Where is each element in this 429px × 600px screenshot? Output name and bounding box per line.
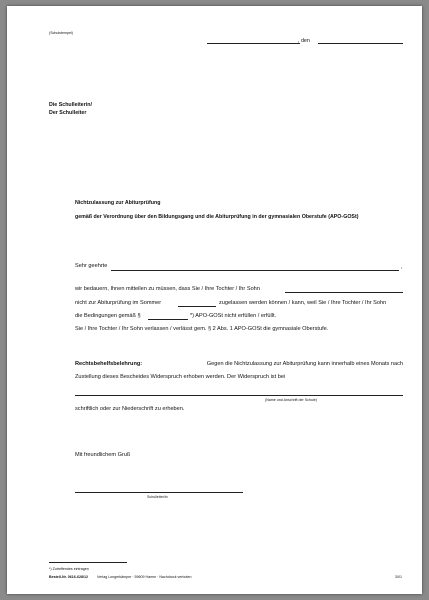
publisher-info: Verlag Longerkämper · 59609 Hamm · Nachdruck verboten <box>97 575 192 579</box>
order-number: Bestell-Nr. 0616-628/12 <box>49 575 88 579</box>
legal-line-2: Zustellung dieses Bescheides Widerspruch erhoben werden. Der Widerspruch ist bei <box>75 374 286 380</box>
salutation-name-line <box>111 270 399 271</box>
legal-line-3: schriftlich oder zur Niederschrift zu erheben. <box>75 406 185 412</box>
legal-heading: Rechtsbehelfsbelehrung: <box>75 361 143 367</box>
student-name-line <box>285 292 403 293</box>
signature-caption: Schulleiter/in <box>147 495 168 499</box>
title-line-2: gemäß der Verordnung über den Bildungsgang und die Abiturprüfung in der gymnasialen Oberstufe (APO-GOSt) <box>75 214 359 220</box>
title-line-1: Nichtzulassung zur Abiturprüfung <box>75 200 161 206</box>
closing-greeting: Mit freundlichem Gruß <box>75 452 131 458</box>
salutation-prefix: Sehr geehrte <box>75 263 108 269</box>
body-line-2b: zugelassen werden können / kann, weil Sie / Ihre Tochter / Ihr Sohn <box>219 300 387 306</box>
body-line-3a: die Bedingungen gemäß § <box>75 313 141 319</box>
school-address-caption: (Name und Anschrift der Schule) <box>265 398 317 402</box>
signature-line <box>75 492 243 493</box>
salutation-comma: , <box>401 264 403 270</box>
paragraph-line <box>148 319 188 320</box>
body-line-4: Sie / Ihre Tochter / Ihr Sohn verlassen / verlässt gem. § 2 Abs. 1 APO-GOSt die gymnasiale Oberstufe. <box>75 326 329 332</box>
date-separator: , den <box>298 38 310 44</box>
footnote: *) Zutreffendes eintragen <box>49 567 89 571</box>
legal-line-1-text: Gegen die Nichtzulassung zur Abiturprüfung kann innerhalb eines Monats nach <box>206 361 403 367</box>
place-line <box>207 43 300 44</box>
date-line <box>318 43 403 44</box>
page-code: 3/01 <box>395 575 402 579</box>
document-page <box>7 6 422 594</box>
recipient-line-2: Der Schulleiter <box>49 110 87 116</box>
footnote-rule <box>49 562 127 563</box>
body-line-1: wir bedauern, Ihnen mitteilen zu müssen, dass Sie / Ihre Tochter / Ihr Sohn <box>75 286 260 292</box>
recipient-line-1: Die Schulleiterin/ <box>49 102 92 108</box>
legal-line-1 <box>75 361 403 367</box>
school-stamp-label: (Schulstempel) <box>49 31 73 35</box>
school-address-line <box>75 395 403 396</box>
body-line-3b: *) APO-GOSt nicht erfüllen / erfüllt. <box>190 313 277 319</box>
year-line <box>178 306 216 307</box>
body-line-2a: nicht zur Abiturprüfung im Sommer <box>75 300 162 306</box>
